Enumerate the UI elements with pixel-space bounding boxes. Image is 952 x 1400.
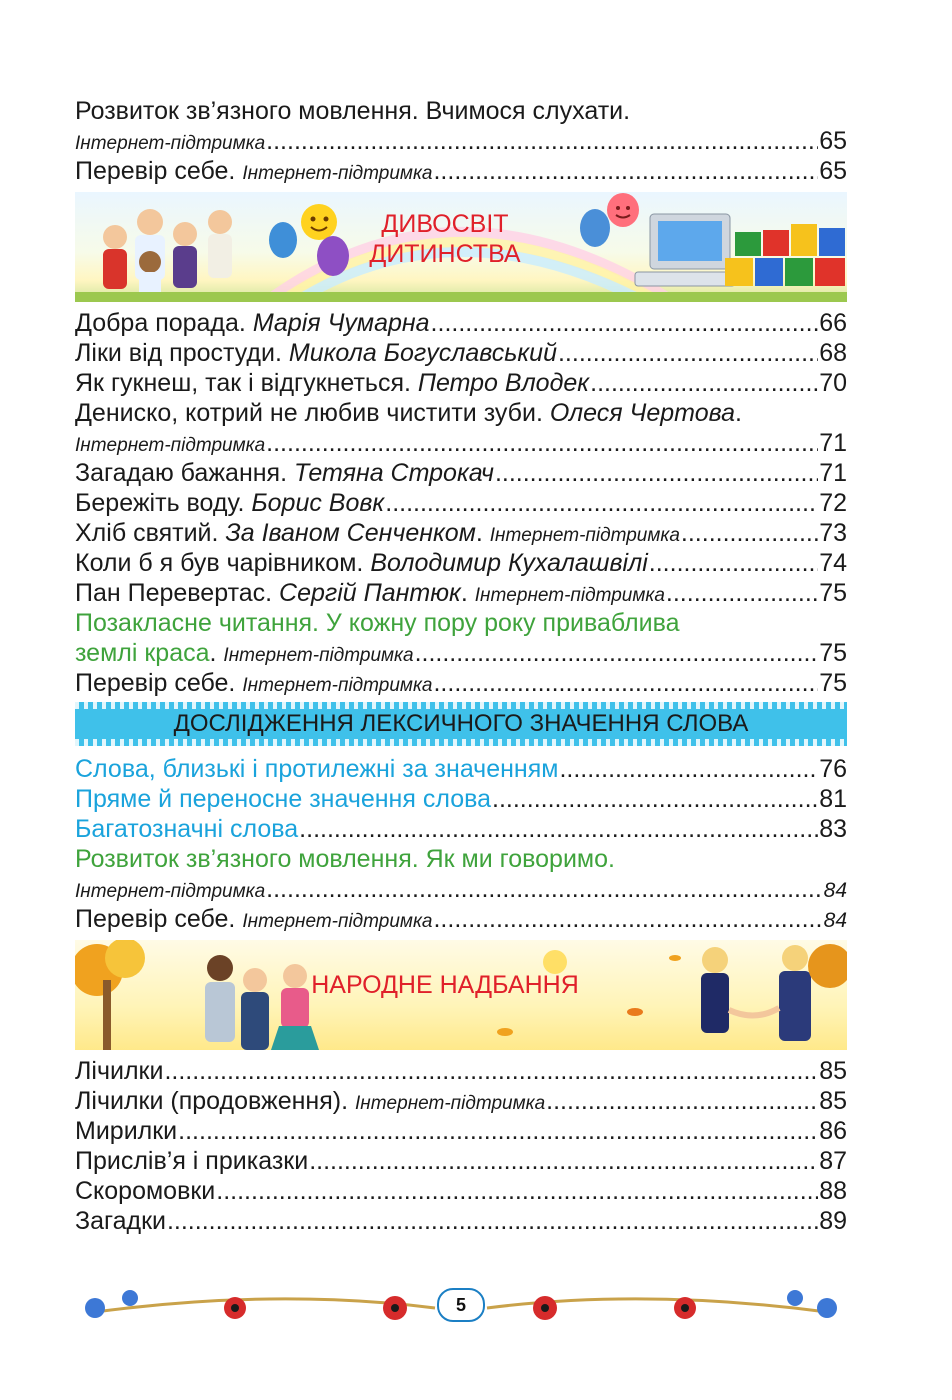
dot-leader: [415, 638, 819, 668]
toc-entry: [75, 578, 847, 608]
toc-page-number: 85: [819, 1087, 847, 1115]
toc-entry: [75, 1146, 847, 1176]
toc-page-number: 75: [819, 639, 847, 667]
toc-text: Дениско, котрий не любив чистити зуби.: [75, 399, 550, 427]
toc-entry-title: [75, 844, 615, 874]
page-footer-ornament: [75, 1278, 847, 1334]
toc-entry-title: [75, 1176, 215, 1206]
toc-cyan: Багатозначні слова: [75, 815, 299, 843]
toc-entry-title: [75, 874, 265, 904]
toc-page-number: 83: [819, 815, 847, 843]
toc-entry-title: [75, 126, 265, 156]
toc-entry: [75, 428, 847, 458]
toc-entry: [75, 96, 847, 126]
toc-small: Інтернет-підтримка: [242, 163, 433, 184]
toc-text: Пан Перевертас.: [75, 579, 280, 607]
toc-entry-title: [75, 754, 558, 784]
toc-page-number: 71: [819, 429, 847, 457]
toc-entry: [75, 1116, 847, 1146]
dot-leader: [385, 488, 818, 518]
toc-small: Інтернет-підтримка: [75, 435, 266, 456]
dot-leader: [492, 784, 818, 814]
banner-title-folk: НАРОДНЕ НАДБАННЯ: [311, 971, 579, 999]
toc-entry: [75, 754, 847, 784]
dot-leader: [433, 156, 818, 186]
section-banner-lexical: [75, 702, 847, 746]
toc-page-number: 71: [819, 459, 847, 487]
toc-text: Хліб святий.: [75, 519, 226, 547]
toc-page-number: 65: [819, 127, 847, 155]
toc-entry-title: [75, 368, 589, 398]
banner-title-childhood: [345, 209, 545, 269]
toc-author: Володимир Кухалашвілі: [370, 549, 648, 577]
lace-border-bottom: [75, 739, 847, 746]
toc-page-number: 72: [819, 489, 847, 517]
toc-entry: [75, 126, 847, 156]
toc-text: Загадаю бажання.: [75, 459, 294, 487]
toc-page-number: 85: [819, 1057, 847, 1085]
toc-text: Розвиток зв’язного мовлення. Вчимося слухати.: [75, 97, 631, 125]
toc-author: Петро Влодек: [417, 369, 590, 397]
toc-page-number: 86: [819, 1117, 847, 1145]
toc-text: Перевір себе.: [75, 669, 243, 697]
toc-small: Інтернет-підтримка: [355, 1093, 546, 1114]
toc-entry-title: [75, 638, 414, 668]
dot-leader: [666, 578, 818, 608]
toc-entry: [75, 308, 847, 338]
toc-entry: [75, 1056, 847, 1086]
banner-title-line-2: ДИТИНСТВА: [369, 240, 521, 268]
toc-text: Перевір себе.: [75, 905, 243, 933]
toc-entry: [75, 518, 847, 548]
toc-page-number: 88: [819, 1177, 847, 1205]
toc-entry: [75, 668, 847, 698]
toc-entry-title: [75, 458, 494, 488]
toc-entry-title: [75, 156, 432, 186]
dot-leader: [546, 1086, 818, 1116]
toc-entry: [75, 784, 847, 814]
toc-entry: [75, 874, 847, 904]
toc-entry-title: [75, 96, 630, 126]
toc-cyan: Пряме й переносне значення слова: [75, 785, 492, 813]
toc-text: Мирилки: [75, 1117, 178, 1145]
toc-page-number: 89: [819, 1207, 847, 1235]
toc-entry: [75, 156, 847, 186]
toc-page-number: 70: [819, 369, 847, 397]
toc-small: Інтернет-підтримка: [474, 585, 665, 606]
dot-leader: [590, 368, 818, 398]
dot-leader: [299, 814, 818, 844]
dot-leader: [433, 668, 818, 698]
toc-text: Загадки: [75, 1207, 166, 1235]
toc-entry-title: [75, 1116, 177, 1146]
toc-entry-title: [75, 308, 430, 338]
toc-green: Позакласне читання. У кожну пору року приваблива: [75, 609, 680, 637]
dot-leader: [178, 1116, 818, 1146]
toc-entry: [75, 1206, 847, 1236]
toc-entry-title: [75, 338, 557, 368]
toc-entry-title: [75, 428, 265, 458]
toc-mid: .: [460, 579, 475, 607]
toc-author: За Іваном Сенченком: [225, 519, 476, 547]
toc-page-number: 65: [819, 157, 847, 185]
dot-leader: [266, 428, 818, 458]
toc-author: Тетяна Строкач: [293, 459, 494, 487]
toc-small: Інтернет-підтримка: [242, 675, 433, 696]
toc-entry-title: [75, 488, 384, 518]
toc-entry: [75, 638, 847, 668]
toc-small: Інтернет-підтримка: [75, 881, 266, 902]
toc-entry: [75, 1086, 847, 1116]
toc-cyan: Слова, близькі і протилежні за значенням: [75, 755, 559, 783]
toc-group-4: [75, 1056, 847, 1236]
toc-page-number: 74: [819, 549, 847, 577]
toc-group-2: [75, 308, 847, 698]
toc-page-number: 87: [819, 1147, 847, 1175]
toc-entry-title: [75, 518, 680, 548]
toc-entry: [75, 488, 847, 518]
toc-entry: [75, 458, 847, 488]
toc-author: Сергій Пантюк: [279, 579, 461, 607]
dot-leader: [309, 1146, 818, 1176]
toc-author: Микола Богуславський: [288, 339, 557, 367]
toc-entry: [75, 608, 847, 638]
toc-page-number: 84: [823, 909, 847, 932]
dot-leader: [164, 1056, 818, 1086]
dot-leader: [266, 126, 818, 156]
toc-text: Як гукнеш, так і відгукнеться.: [75, 369, 418, 397]
dot-leader: [495, 458, 818, 488]
table-of-contents: [75, 96, 847, 1236]
section-banner-folk: [75, 940, 847, 1050]
dot-leader: [681, 518, 818, 548]
toc-small: Інтернет-підтримка: [242, 911, 433, 932]
toc-entry: [75, 844, 847, 874]
toc-entry-title: [75, 578, 665, 608]
page-number: 5: [437, 1288, 485, 1322]
toc-entry: [75, 398, 847, 428]
toc-entry-title: [75, 548, 648, 578]
toc-page-number: 81: [819, 785, 847, 813]
toc-entry: [75, 338, 847, 368]
dot-leader: [559, 754, 818, 784]
toc-text: Перевір себе.: [75, 157, 243, 185]
toc-entry: [75, 904, 847, 934]
toc-entry: [75, 1176, 847, 1206]
toc-page-number: 75: [819, 579, 847, 607]
toc-entry-title: [75, 398, 742, 428]
dot-leader: [558, 338, 818, 368]
toc-text: Ліки від простуди.: [75, 339, 289, 367]
section-banner-childhood: [75, 192, 847, 302]
toc-entry-title: [75, 814, 298, 844]
toc-entry: [75, 814, 847, 844]
dot-leader: [167, 1206, 818, 1236]
toc-page-number: 73: [819, 519, 847, 547]
toc-page-number: 66: [819, 309, 847, 337]
toc-entry-title: [75, 1086, 545, 1116]
toc-entry: [75, 548, 847, 578]
dot-leader: [433, 904, 822, 934]
dot-leader: [216, 1176, 818, 1206]
toc-entry-title: [75, 1056, 163, 1086]
toc-entry-title: [75, 904, 432, 934]
toc-entry-title: [75, 668, 432, 698]
dot-leader: [431, 308, 819, 338]
toc-small: Інтернет-підтримка: [223, 645, 414, 666]
toc-text: Скоромовки: [75, 1177, 216, 1205]
toc-page-number: 75: [819, 669, 847, 697]
dot-leader: [649, 548, 818, 578]
toc-author: Борис Вовк: [251, 489, 385, 517]
toc-text: Прислів’я і приказки: [75, 1147, 309, 1175]
toc-entry-title: [75, 1206, 166, 1236]
dot-leader: [266, 874, 822, 904]
toc-text: Лічилки: [75, 1057, 164, 1085]
toc-small: Інтернет-підтримка: [75, 133, 266, 154]
banner-title-line-1: ДИВОСВІТ: [381, 210, 509, 238]
toc-group-3: [75, 754, 847, 934]
toc-tail: .: [735, 399, 742, 427]
toc-text: Бережіть воду.: [75, 489, 252, 517]
toc-green: Розвиток зв’язного мовлення. Як ми говоримо.: [75, 845, 615, 873]
lace-border-top: [75, 702, 847, 709]
toc-entry-title: [75, 784, 491, 814]
toc-page-number: 68: [819, 339, 847, 367]
toc-page-number: 76: [819, 755, 847, 783]
toc-group-1: [75, 96, 847, 186]
toc-entry-title: [75, 1146, 308, 1176]
toc-text: Добра порада.: [75, 309, 253, 337]
toc-author: Олеся Чертова: [549, 399, 736, 427]
toc-page-number: 84: [823, 879, 847, 902]
toc-small: Інтернет-підтримка: [489, 525, 680, 546]
toc-mid: .: [475, 519, 490, 547]
toc-mid: .: [209, 639, 224, 667]
banner-title-lexical: ДОСЛІДЖЕННЯ ЛЕКСИЧНОГО ЗНАЧЕННЯ СЛОВА: [173, 710, 749, 737]
toc-entry-title: [75, 608, 680, 638]
toc-entry: [75, 368, 847, 398]
toc-text: Коли б я був чарівником.: [75, 549, 371, 577]
toc-text: Лічилки (продовження).: [75, 1087, 355, 1115]
toc-green: землі краса: [75, 639, 210, 667]
toc-author: Марія Чумарна: [252, 309, 430, 337]
